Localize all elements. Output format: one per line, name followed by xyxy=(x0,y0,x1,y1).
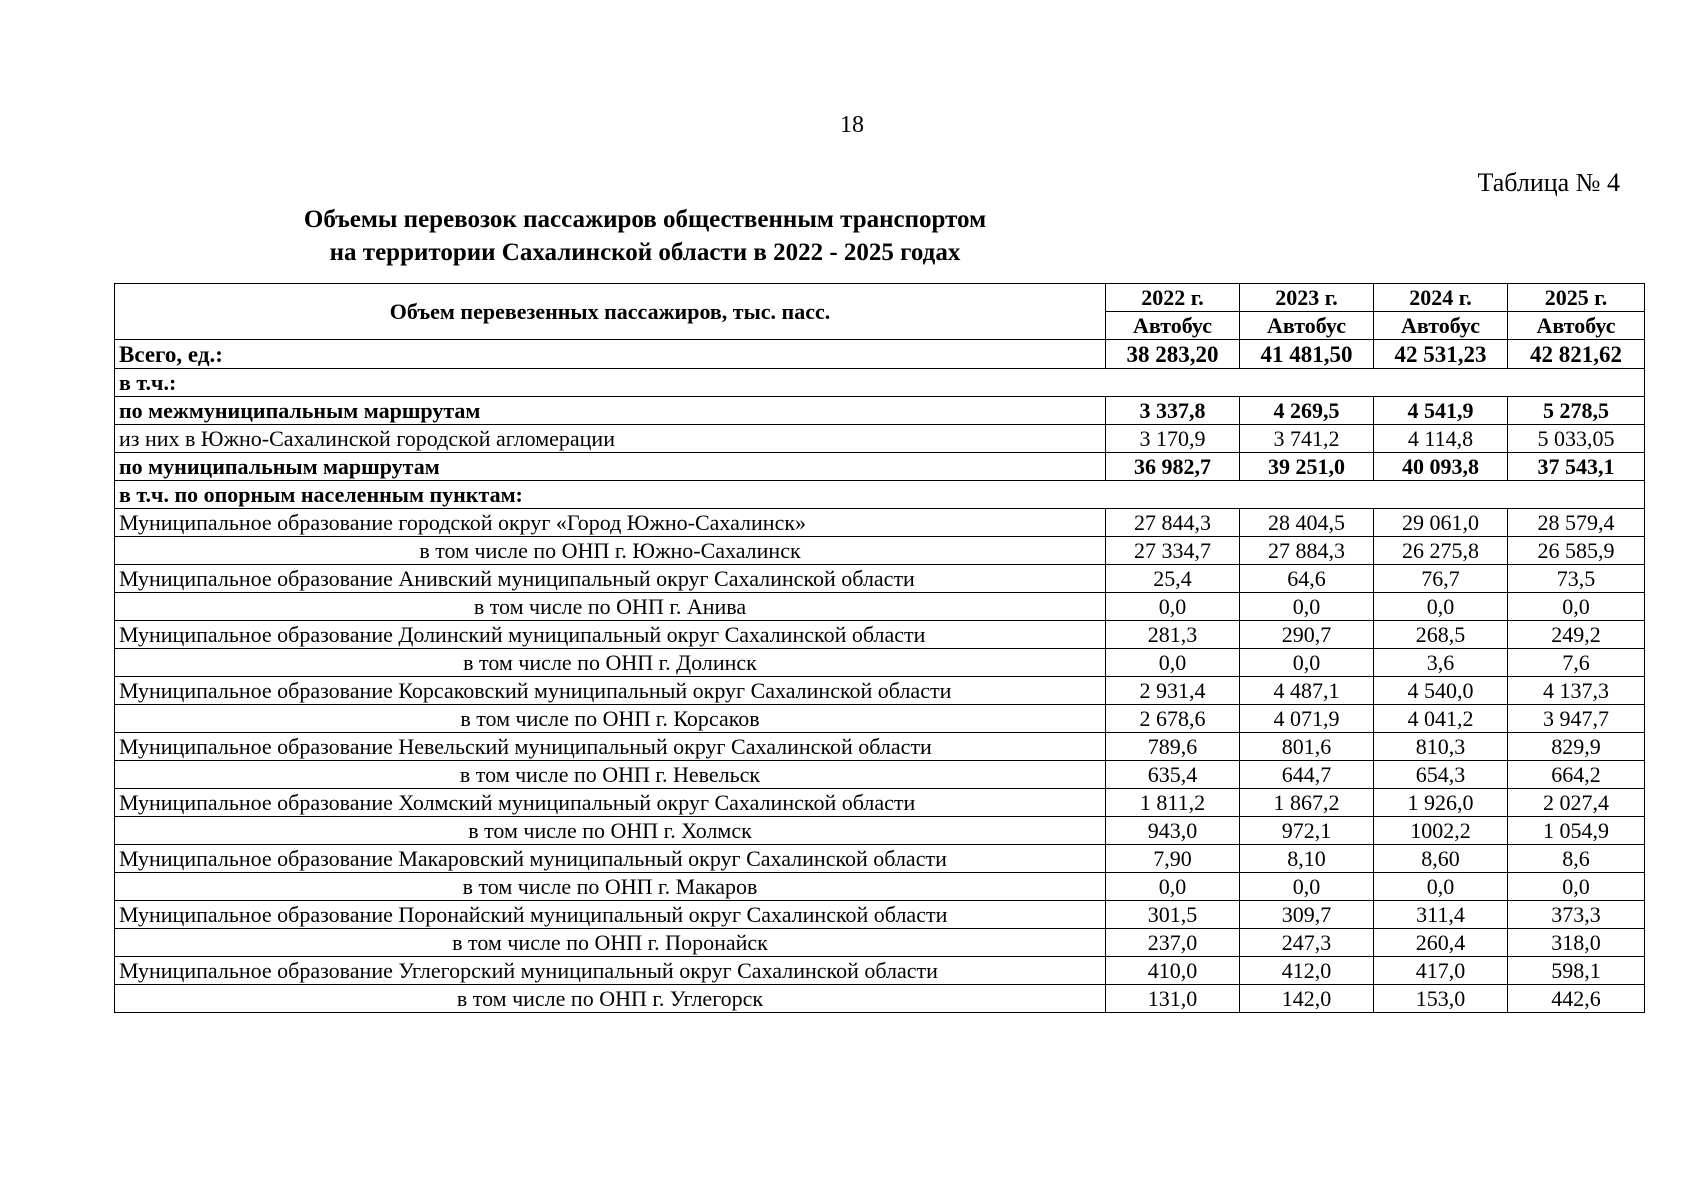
value-cell: 25,4 xyxy=(1106,565,1240,593)
row-label: Муниципальное образование Корсаковский муниципальный округ Сахалинской области xyxy=(115,677,1106,705)
value-cell: 4 269,5 xyxy=(1240,397,1374,425)
value-cell: 40 093,8 xyxy=(1374,453,1508,481)
row-label: в том числе по ОНП г. Невельск xyxy=(115,761,1106,789)
value-cell: 2 027,4 xyxy=(1508,789,1645,817)
value-cell: 8,6 xyxy=(1508,845,1645,873)
value-cell: 1002,2 xyxy=(1374,817,1508,845)
value-cell: 972,1 xyxy=(1240,817,1374,845)
value-cell: 0,0 xyxy=(1508,873,1645,901)
value-cell: 26 585,9 xyxy=(1508,537,1645,565)
table-row xyxy=(115,593,1645,621)
title-line-2: на территории Сахалинской области в 2022 - 2025 годах xyxy=(329,239,961,266)
table-row xyxy=(115,985,1645,1013)
value-cell: 0,0 xyxy=(1106,649,1240,677)
value-cell: 0,0 xyxy=(1240,593,1374,621)
value-cell: 417,0 xyxy=(1374,957,1508,985)
header-transport-type: Автобус xyxy=(1508,312,1645,340)
value-cell: 42 821,62 xyxy=(1508,340,1645,369)
value-cell: 153,0 xyxy=(1374,985,1508,1013)
value-cell: 301,5 xyxy=(1106,901,1240,929)
value-cell: 26 275,8 xyxy=(1374,537,1508,565)
row-label: Всего, ед.: xyxy=(115,340,1106,369)
row-label: в том числе по ОНП г. Южно-Сахалинск xyxy=(115,537,1106,565)
row-label: Муниципальное образование Поронайский муниципальный округ Сахалинской области xyxy=(115,901,1106,929)
value-cell: 635,4 xyxy=(1106,761,1240,789)
row-label: в том числе по ОНП г. Долинск xyxy=(115,649,1106,677)
table-number: Таблица № 4 xyxy=(1477,168,1620,197)
row-label: из них в Южно-Сахалинской городской агломерации xyxy=(115,425,1106,453)
header-year: 2024 г. xyxy=(1374,284,1508,312)
value-cell: 4 540,0 xyxy=(1374,677,1508,705)
table-title xyxy=(0,203,1290,269)
value-cell: 0,0 xyxy=(1240,649,1374,677)
row-label: Муниципальное образование Долинский муниципальный округ Сахалинской области xyxy=(115,621,1106,649)
row-label: в том числе по ОНП г. Углегорск xyxy=(115,985,1106,1013)
value-cell: 4 137,3 xyxy=(1508,677,1645,705)
value-cell: 0,0 xyxy=(1508,593,1645,621)
value-cell: 38 283,20 xyxy=(1106,340,1240,369)
value-cell: 64,6 xyxy=(1240,565,1374,593)
value-cell: 7,90 xyxy=(1106,845,1240,873)
row-label: Муниципальное образование Холмский муниципальный округ Сахалинской области xyxy=(115,789,1106,817)
value-cell: 4 071,9 xyxy=(1240,705,1374,733)
value-cell: 73,5 xyxy=(1508,565,1645,593)
table-row xyxy=(115,817,1645,845)
value-cell: 943,0 xyxy=(1106,817,1240,845)
value-cell: 3,6 xyxy=(1374,649,1508,677)
value-cell: 4 487,1 xyxy=(1240,677,1374,705)
value-cell: 27 334,7 xyxy=(1106,537,1240,565)
table-row xyxy=(115,761,1645,789)
value-cell: 3 741,2 xyxy=(1240,425,1374,453)
header-transport-type: Автобус xyxy=(1106,312,1240,340)
table-row xyxy=(115,957,1645,985)
table-row xyxy=(115,369,1645,397)
value-cell: 290,7 xyxy=(1240,621,1374,649)
value-cell: 644,7 xyxy=(1240,761,1374,789)
value-cell: 3 170,9 xyxy=(1106,425,1240,453)
table-row xyxy=(115,705,1645,733)
value-cell: 664,2 xyxy=(1508,761,1645,789)
value-cell: 8,60 xyxy=(1374,845,1508,873)
value-cell: 789,6 xyxy=(1106,733,1240,761)
value-cell: 249,2 xyxy=(1508,621,1645,649)
value-cell: 3 947,7 xyxy=(1508,705,1645,733)
header-row-years xyxy=(115,284,1645,312)
value-cell: 142,0 xyxy=(1240,985,1374,1013)
table-row xyxy=(115,537,1645,565)
value-cell: 1 054,9 xyxy=(1508,817,1645,845)
row-label: по муниципальным маршрутам xyxy=(115,453,1106,481)
value-cell: 2 931,4 xyxy=(1106,677,1240,705)
value-cell: 4 541,9 xyxy=(1374,397,1508,425)
value-cell: 28 404,5 xyxy=(1240,509,1374,537)
table-row xyxy=(115,845,1645,873)
table-row xyxy=(115,397,1645,425)
value-cell: 42 531,23 xyxy=(1374,340,1508,369)
table-row xyxy=(115,340,1645,369)
value-cell: 268,5 xyxy=(1374,621,1508,649)
value-cell: 29 061,0 xyxy=(1374,509,1508,537)
header-year: 2023 г. xyxy=(1240,284,1374,312)
value-cell: 412,0 xyxy=(1240,957,1374,985)
table-row xyxy=(115,677,1645,705)
row-label: Муниципальное образование Макаровский муниципальный округ Сахалинской области xyxy=(115,845,1106,873)
value-cell: 4 114,8 xyxy=(1374,425,1508,453)
value-cell: 5 033,05 xyxy=(1508,425,1645,453)
row-label: Муниципальное образование Углегорский муниципальный округ Сахалинской области xyxy=(115,957,1106,985)
value-cell: 654,3 xyxy=(1374,761,1508,789)
value-cell: 2 678,6 xyxy=(1106,705,1240,733)
value-cell: 442,6 xyxy=(1508,985,1645,1013)
table-row xyxy=(115,509,1645,537)
table-row xyxy=(115,929,1645,957)
row-label: в т.ч.: xyxy=(115,369,1645,397)
row-label: в т.ч. по опорным населенным пунктам: xyxy=(115,481,1645,509)
row-label: в том числе по ОНП г. Макаров xyxy=(115,873,1106,901)
value-cell: 4 041,2 xyxy=(1374,705,1508,733)
value-cell: 36 982,7 xyxy=(1106,453,1240,481)
value-cell: 76,7 xyxy=(1374,565,1508,593)
row-label: в том числе по ОНП г. Корсаков xyxy=(115,705,1106,733)
value-cell: 131,0 xyxy=(1106,985,1240,1013)
row-label: Муниципальное образование городской округ «Город Южно-Сахалинск» xyxy=(115,509,1106,537)
table-row xyxy=(115,873,1645,901)
value-cell: 318,0 xyxy=(1508,929,1645,957)
table-row xyxy=(115,649,1645,677)
value-cell: 27 844,3 xyxy=(1106,509,1240,537)
value-cell: 810,3 xyxy=(1374,733,1508,761)
passenger-volume-table xyxy=(114,283,1645,1013)
table-row xyxy=(115,733,1645,761)
value-cell: 281,3 xyxy=(1106,621,1240,649)
value-cell: 3 337,8 xyxy=(1106,397,1240,425)
value-cell: 311,4 xyxy=(1374,901,1508,929)
value-cell: 410,0 xyxy=(1106,957,1240,985)
page-number: 18 xyxy=(840,112,864,138)
value-cell: 829,9 xyxy=(1508,733,1645,761)
value-cell: 27 884,3 xyxy=(1240,537,1374,565)
row-label: в том числе по ОНП г. Анива xyxy=(115,593,1106,621)
value-cell: 309,7 xyxy=(1240,901,1374,929)
value-cell: 8,10 xyxy=(1240,845,1374,873)
row-label: в том числе по ОНП г. Холмск xyxy=(115,817,1106,845)
value-cell: 247,3 xyxy=(1240,929,1374,957)
value-cell: 28 579,4 xyxy=(1508,509,1645,537)
row-label: по межмуниципальным маршрутам xyxy=(115,397,1106,425)
value-cell: 0,0 xyxy=(1240,873,1374,901)
value-cell: 1 926,0 xyxy=(1374,789,1508,817)
title-line-1: Объемы перевозок пассажиров общественным транспортом xyxy=(303,206,987,233)
row-label: Муниципальное образование Анивский муниципальный округ Сахалинской области xyxy=(115,565,1106,593)
value-cell: 598,1 xyxy=(1508,957,1645,985)
table-row xyxy=(115,453,1645,481)
header-transport-type: Автобус xyxy=(1374,312,1508,340)
value-cell: 0,0 xyxy=(1374,873,1508,901)
table-row xyxy=(115,621,1645,649)
table-row xyxy=(115,425,1645,453)
table-row xyxy=(115,789,1645,817)
table-row xyxy=(115,565,1645,593)
value-cell: 801,6 xyxy=(1240,733,1374,761)
value-cell: 0,0 xyxy=(1106,593,1240,621)
value-cell: 237,0 xyxy=(1106,929,1240,957)
value-cell: 39 251,0 xyxy=(1240,453,1374,481)
value-cell: 373,3 xyxy=(1508,901,1645,929)
value-cell: 0,0 xyxy=(1374,593,1508,621)
value-cell: 7,6 xyxy=(1508,649,1645,677)
row-label: Муниципальное образование Невельский муниципальный округ Сахалинской области xyxy=(115,733,1106,761)
table-row xyxy=(115,481,1645,509)
value-cell: 1 811,2 xyxy=(1106,789,1240,817)
value-cell: 1 867,2 xyxy=(1240,789,1374,817)
table-body xyxy=(115,284,1645,1013)
header-year: 2022 г. xyxy=(1106,284,1240,312)
value-cell: 41 481,50 xyxy=(1240,340,1374,369)
value-cell: 5 278,5 xyxy=(1508,397,1645,425)
value-cell: 260,4 xyxy=(1374,929,1508,957)
header-main: Объем перевезенных пассажиров, тыс. пасс. xyxy=(115,284,1106,340)
row-label: в том числе по ОНП г. Поронайск xyxy=(115,929,1106,957)
table-row xyxy=(115,901,1645,929)
header-transport-type: Автобус xyxy=(1240,312,1374,340)
value-cell: 0,0 xyxy=(1106,873,1240,901)
header-year: 2025 г. xyxy=(1508,284,1645,312)
value-cell: 37 543,1 xyxy=(1508,453,1645,481)
